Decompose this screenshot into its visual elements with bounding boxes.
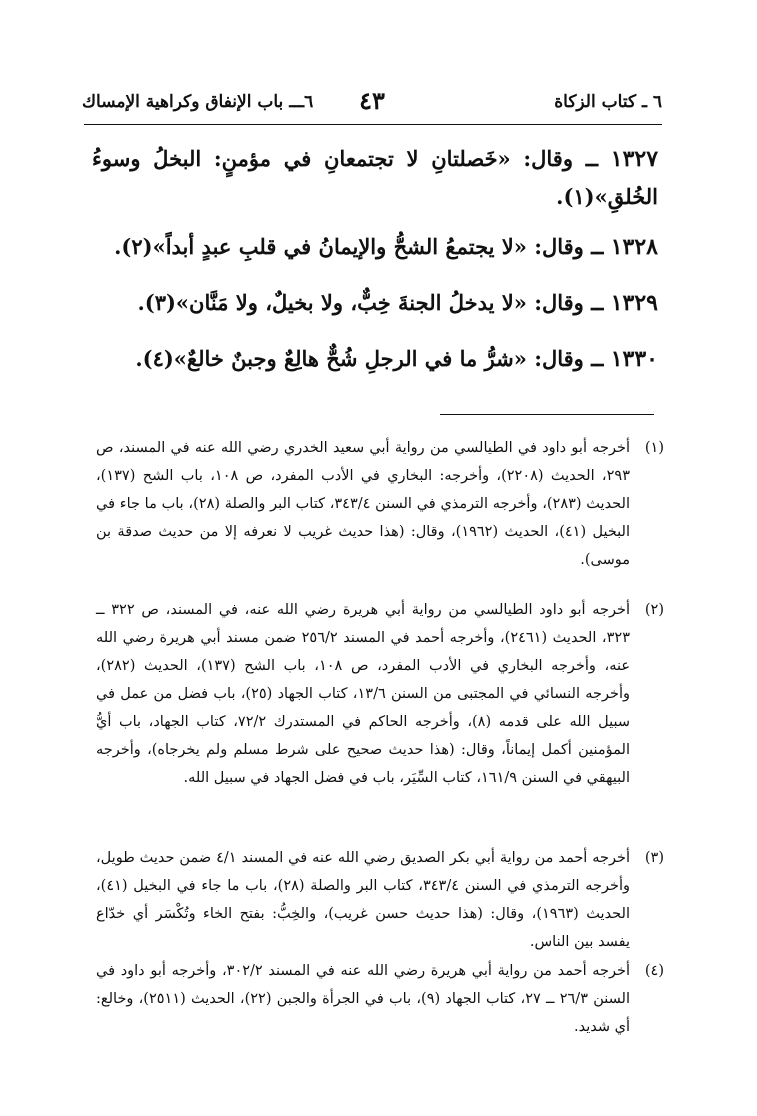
footnote: [96, 596, 664, 792]
hadith-entry: [92, 284, 658, 322]
hadith-entry: [92, 228, 658, 266]
header-divider: [84, 124, 662, 125]
footnote-marker: (٣): [644, 850, 664, 866]
hadith-entry: [92, 140, 658, 216]
hadith-number: ١٣٢٧: [610, 146, 659, 172]
footnote: [96, 844, 664, 956]
hadith-number: ١٣٢٩: [610, 290, 658, 316]
footnote-text: أخرجه أحمد من رواية أبي بكر الصديق رضي الله عنه في المسند ٤/١ ضمن حديث طويل، وأخرجه الترمذي في السنن ٣٤٣/٤، كتاب البر والصلة (٢٨)، باب ما جاء في البخيل (٤١)، الحديث (١٩٦٣)، وقال: (هذا حديث حسن غريب)، والخِبُّ: بفتح الخاء وتُكْسَر أي خدّاع يفسد بين الناس.: [96, 850, 631, 950]
section-title: ٦ـــ باب الإنفاق وكراهية الإمساك: [82, 92, 314, 112]
footnote-marker: (٤): [644, 963, 664, 979]
hadith-text: ــ وقال: «شرُّ ما في الرجلِ شُحٌّ هالِعٌ وجبنٌ خالعٌ»(٤).: [135, 346, 604, 371]
footnote: [96, 434, 664, 574]
hadith-text: ــ وقال: «لا يدخلُ الجنةَ خِبٌّ، ولا بخيلٌ، ولا مَنَّان»(٣).: [137, 290, 604, 315]
chapter-title: ٦ ـ كتاب الزكاة: [554, 92, 662, 112]
hadith-entry: [92, 340, 658, 378]
page-number: ٤٣: [359, 86, 385, 115]
footnote-text: أخرجه أحمد من رواية أبي هريرة رضي الله عنه في المسند ٣٠٢/٢، وأخرجه أبو داود في السنن ٢٦/٣ ــ ٢٧، كتاب الجهاد (٩)، باب في الجرأة والجبن (٢٢)، الحديث (٢٥١١)، وخالع: أي شديد.: [96, 963, 631, 1035]
footnote-text: أخرجه أبو داود في الطيالسي من رواية أبي سعيد الخدري رضي الله عنه في المسند، ص ٢٩٣، الحديث (٢٢٠٨)، وأخرجه: البخاري في الأدب المفرد، ص ١٠٨، باب الشح (١٣٧)، الحديث (٢٨٣)، وأخرجه الترمذي في السنن ٣٤٣/٤، كتاب البر والصلة (٢٨)، باب ما جاء في البخيل (٤١)، الحديث (١٩٦٢)، وقال: (هذا حديث غريب لا نعرفه إلا من حديث صدقة بن موسى).: [96, 440, 631, 568]
footnote-divider: [440, 414, 654, 415]
footnote-text: أخرجه أبو داود الطيالسي من رواية أبي هريرة رضي الله عنه، في المسند، ص ٣٢٢ ــ ٣٢٣، الحديث (٢٤٦١)، وأخرجه أحمد في المسند ٢٥٦/٢ ضمن مسند أبي هريرة رضي الله عنه، وأخرجه البخاري في الأدب المفرد، ص ١٠٨، باب الشح (١٣٧)، الحديث (٢٨٢)، وأخرجه النسائي في المجتبى من السنن ١٣/٦، كتاب الجهاد (٢٥)، باب فضل من عمل في سبيل الله على قدمه (٨)، وأخرجه الحاكم في المستدرك ٧٢/٢، كتاب الجهاد، باب أيُّ المؤمنين أكمل إيماناً، وقال: (هذا حديث صحيح على شرط مسلم ولم يخرجاه)، وأخرجه البيهقي في السنن ١٦١/٩، كتاب السِّيَر، باب في فضل الجهاد في سبيل الله.: [96, 602, 630, 786]
footnote: [96, 957, 664, 1041]
footnote-marker: (١): [644, 440, 664, 456]
hadith-number: ١٣٣٠: [610, 346, 658, 372]
hadith-text: ــ وقال: «خَصلتانِ لا تجتمعانِ في مؤمنٍ: البخلُ وسوءُ الخُلقِ»(١).: [92, 146, 658, 209]
footnote-marker: (٢): [644, 602, 664, 618]
hadith-number: ١٣٢٨: [610, 234, 658, 260]
hadith-text: ــ وقال: «لا يجتمعُ الشحُّ والإيمانُ في قلبِ عبدٍ أبداً»(٢).: [114, 234, 604, 259]
running-header: [82, 86, 662, 122]
